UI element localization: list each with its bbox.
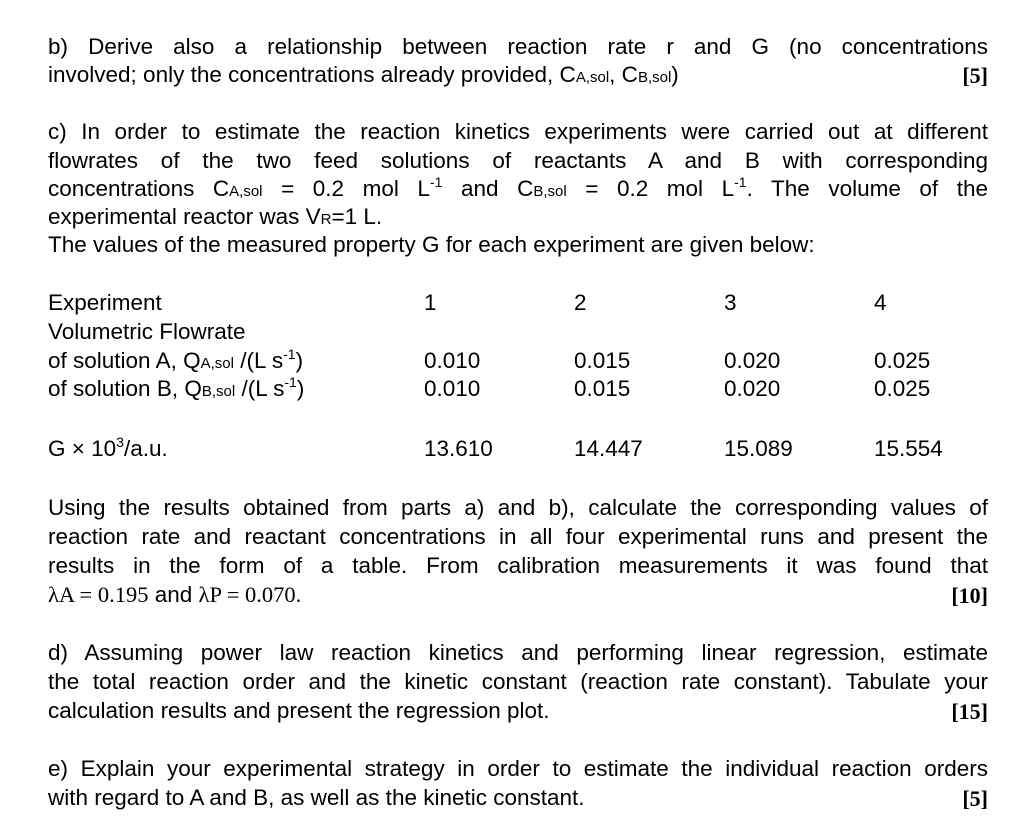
- g-value: 14.447: [574, 436, 643, 461]
- ca-sol-subscript: A,sol: [575, 69, 610, 86]
- qb-value: 0.025: [874, 376, 931, 401]
- superscript: -1: [283, 346, 296, 362]
- subscript: A,sol: [229, 183, 263, 200]
- text-segment: experimental reactor was V: [48, 204, 321, 229]
- part-b-marks: [5]: [962, 63, 988, 88]
- superscript: -1: [429, 174, 443, 190]
- text-segment: concentrations C: [48, 176, 230, 201]
- part-d-line-3: calculation results and present the regression plot.: [48, 698, 550, 723]
- subscript: R: [320, 211, 332, 228]
- subscript: B,sol: [533, 183, 567, 200]
- separator: , C: [609, 62, 638, 87]
- qb-value: 0.015: [574, 376, 631, 401]
- superscript: 3: [116, 434, 124, 450]
- subscript: A,sol: [200, 355, 234, 372]
- qb-value: 0.010: [424, 376, 481, 401]
- g-value: 13.610: [424, 436, 493, 461]
- qa-value: 0.015: [574, 348, 631, 373]
- text-segment: . The volume of the: [746, 176, 989, 201]
- qa-value: 0.010: [424, 348, 481, 373]
- text-segment: =1 L.: [331, 204, 383, 229]
- experiment-number: 2: [574, 290, 587, 315]
- solution-a-label: [48, 347, 988, 378]
- text-segment: of solution B, Q: [48, 376, 202, 401]
- subscript: B,sol: [201, 383, 236, 400]
- text-segment: of solution A, Q: [48, 348, 201, 373]
- part-c-line-5: The values of the measured property G for each experiment are given below:: [48, 232, 815, 257]
- experiment-number: 3: [724, 290, 737, 315]
- superscript: -1: [284, 374, 297, 390]
- part-c-line-4: [48, 203, 988, 234]
- using-line-2: reaction rate and reactant concentrations in all four experimental runs and present the: [48, 524, 988, 549]
- close-paren: ): [671, 62, 679, 87]
- experiment-number: 4: [874, 290, 887, 315]
- text-segment: = 0.2 mol L: [262, 176, 430, 201]
- using-marks: [10]: [951, 583, 988, 608]
- text-segment: G × 10: [48, 436, 117, 461]
- using-line-4: [48, 581, 988, 609]
- g-value: 15.089: [724, 436, 793, 461]
- text-segment: /(L s: [233, 348, 284, 373]
- part-d-marks: [15]: [951, 699, 988, 724]
- text-segment: /a.u.: [123, 436, 168, 461]
- part-e-line-2: with regard to A and B, as well as the kinetic constant.: [48, 785, 585, 810]
- solution-b-label: [48, 375, 988, 406]
- superscript: -1: [734, 174, 747, 190]
- qa-value: 0.020: [724, 348, 781, 373]
- part-b-line-1: b) Derive also a relationship between reaction rate r and G (no concentrations: [48, 34, 988, 59]
- part-e-line-1: e) Explain your experimental strategy in order to estimate the individual reaction orders: [48, 756, 988, 781]
- experiment-label: Experiment: [48, 290, 162, 315]
- part-c-line-3: [48, 175, 988, 206]
- qb-value: 0.020: [724, 376, 781, 401]
- g-label: [48, 435, 988, 463]
- qa-value: 0.025: [874, 348, 931, 373]
- using-line-3: results in the form of a table. From calibration measurements it was found that: [48, 553, 988, 578]
- text-segment: and: [148, 582, 199, 607]
- part-c-line-1: c) In order to estimate the reaction kinetics experiments were carried out at different: [48, 119, 988, 144]
- text-segment: /(L s: [235, 376, 285, 401]
- text-segment: ): [296, 376, 305, 401]
- text-segment: ): [295, 348, 304, 373]
- part-d-line-2: the total reaction order and the kinetic constant (reaction rate constant). Tabulate your: [48, 669, 988, 694]
- part-d-line-1: d) Assuming power law reaction kinetics and performing linear regression, estimate: [48, 640, 988, 665]
- part-e-marks: [5]: [962, 786, 988, 811]
- cb-sol-subscript: B,sol: [637, 69, 672, 86]
- using-line-1: Using the results obtained from parts a) and b), calculate the corresponding values of: [48, 495, 988, 520]
- part-b-line-2-text: involved; only the concentrations already provided, C: [48, 62, 576, 87]
- g-value: 15.554: [874, 436, 943, 461]
- lambda-p-value: λP = 0.070.: [198, 582, 302, 607]
- lambda-a-value: λA = 0.195: [48, 582, 149, 607]
- part-c-line-2: flowrates of the two feed solutions of reactants A and B with corresponding: [48, 148, 988, 173]
- text-segment: = 0.2 mol L: [566, 176, 735, 201]
- part-b-line-2: [48, 61, 988, 92]
- flowrate-label: Volumetric Flowrate: [48, 319, 246, 344]
- text-segment: and C: [442, 176, 534, 201]
- experiment-number: 1: [424, 290, 437, 315]
